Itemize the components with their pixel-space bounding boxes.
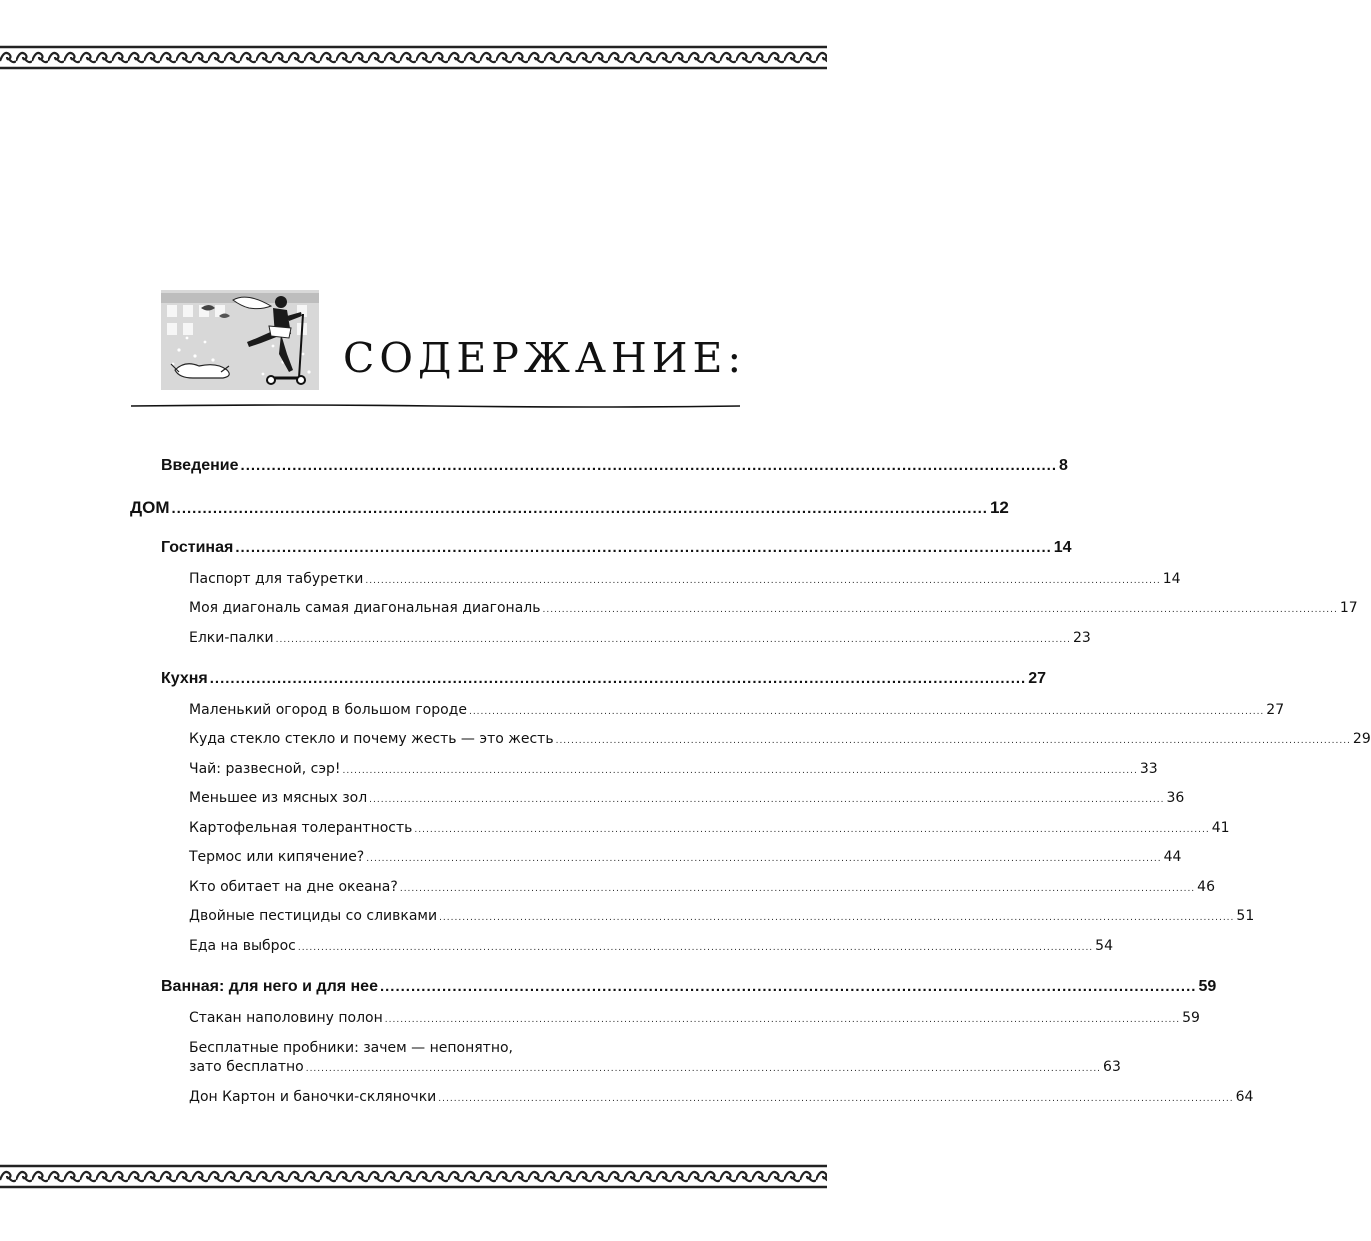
toc-entry-kitchen[interactable] — [161, 670, 1047, 688]
toc-entry[interactable] — [189, 1010, 1200, 1026]
toc-entry-page: 14 — [1162, 571, 1181, 587]
toc-entry[interactable] — [189, 908, 1255, 924]
toc-entry[interactable] — [189, 849, 1182, 865]
toc-leader-dots: .............................................................................................................................................................................................................. — [555, 736, 1351, 746]
toc-entry-page: 44 — [1163, 849, 1182, 865]
toc-entry-page: 8 — [1059, 457, 1068, 474]
toc-entry-page: 33 — [1139, 761, 1158, 777]
toc-entry[interactable] — [189, 879, 1215, 895]
toc-entry-page: 23 — [1072, 630, 1091, 646]
toc-entry-section-home[interactable] — [130, 498, 1009, 518]
toc-entry-label: Стакан наполовину полон — [189, 1010, 383, 1026]
toc-entry-page: 27 — [1028, 670, 1047, 687]
toc-entry-page: 54 — [1095, 938, 1113, 954]
toc-entry-page: 27 — [1266, 702, 1285, 718]
toc-entry-label: Еда на выброс — [189, 938, 296, 954]
toc-entry-label: Дон Картон и баночки-скляночки — [189, 1089, 437, 1105]
toc-leader-dots: .............................................................................................................................................................................................................. — [297, 943, 1094, 953]
toc-leader-dots: .............................................................................................................................................................................................................. — [438, 1094, 1234, 1104]
toc-entry-page: 14 — [1053, 539, 1072, 556]
toc-leader-dots: .............................................................................................................................................................................................................. — [399, 884, 1196, 894]
toc-entry-label: Кухня — [161, 670, 208, 687]
toc-entry-page: 41 — [1211, 820, 1230, 836]
toc-leader-dots: .............................................................................................................................................................................................................. — [305, 1064, 1102, 1074]
toc-entry[interactable] — [189, 630, 1091, 646]
toc-leader-dots: .............................................................................................................................................................. — [171, 500, 988, 517]
toc-entry-page: 46 — [1197, 879, 1215, 895]
toc-entry-label: Елки-палки — [189, 630, 274, 646]
toc-entry[interactable] — [189, 1059, 1121, 1075]
toc-entry-intro[interactable] — [161, 457, 1068, 475]
toc-entry-label: Моя диагональ самая диагональная диагональ — [189, 600, 541, 616]
toc-entry-page: 36 — [1166, 790, 1185, 806]
toc-leader-dots: .............................................................................................................................................................................................................. — [384, 1015, 1181, 1025]
toc-entry[interactable] — [189, 820, 1230, 836]
toc-leader-dots: .............................................................................................................................................................. — [209, 670, 1027, 687]
toc-entry-label: Маленький огород в большом городе — [189, 702, 467, 718]
toc-leader-dots: .............................................................................................................................................................................................................. — [468, 707, 1265, 717]
toc-entry-page: 59 — [1182, 1010, 1200, 1026]
toc-entry[interactable] — [189, 600, 1358, 616]
toc-entry-label: Кто обитает на дне океана? — [189, 879, 398, 895]
toc-entry-label: Термос или кипячение? — [189, 849, 365, 865]
toc-entry[interactable] — [189, 938, 1113, 954]
toc-entry-living-room[interactable] — [161, 539, 1072, 557]
toc-entry[interactable] — [189, 571, 1181, 587]
toc-entry-page: 51 — [1236, 908, 1255, 924]
toc-leader-dots: .............................................................................................................................................................................................................. — [414, 825, 1210, 835]
toc-leader-dots: .............................................................................................................................................................. — [235, 539, 1052, 556]
toc-entry-page: 63 — [1103, 1059, 1121, 1075]
toc-entry-page: 17 — [1339, 600, 1358, 616]
toc-entry-label: Картофельная толерантность — [189, 820, 413, 836]
toc-entry[interactable] — [189, 761, 1158, 777]
page-title: СОДЕРЖАНИЕ: — [343, 334, 747, 382]
toc-leader-dots: .............................................................................................................................................................................................................. — [365, 576, 1161, 586]
toc-entry-label: Гостиная — [161, 539, 234, 556]
toc-entry-label: Чай: развесной, сэр! — [189, 761, 341, 777]
toc-leader-dots: .............................................................................................................................................................................................................. — [275, 635, 1071, 645]
toc-leader-dots: .............................................................................................................................................................................................................. — [366, 854, 1162, 864]
toc-leader-dots: .............................................................................................................................................................. — [379, 978, 1197, 995]
toc-entry-label: Паспорт для табуретки — [189, 571, 364, 587]
toc-entry-label: зато бесплатно — [189, 1059, 304, 1075]
toc-entry-label: Меньшее из мясных зол — [189, 790, 368, 806]
toc-entry-label: ДОМ — [130, 498, 170, 517]
toc-entry-label: Ванная: для него и для нее — [161, 978, 378, 995]
toc-entry-bathroom[interactable] — [161, 978, 1217, 996]
toc-entry-label: Введение — [161, 457, 239, 474]
toc-entry[interactable] — [189, 1089, 1254, 1105]
toc-leader-dots: .............................................................................................................................................................................................................. — [542, 605, 1338, 615]
toc-leader-dots: .............................................................................................................................................................................................................. — [439, 913, 1235, 923]
toc-entry-page: 59 — [1198, 978, 1217, 995]
toc-entry[interactable] — [189, 731, 1371, 747]
toc-entry-label-line1: Бесплатные пробники: зачем — непонятно, — [189, 1040, 513, 1056]
toc-leader-dots: .............................................................................................................................................................. — [240, 457, 1057, 474]
toc-entry[interactable] — [189, 790, 1185, 806]
toc-entry-page: 12 — [989, 498, 1009, 517]
toc-entry-label: Двойные пестициды со сливками — [189, 908, 438, 924]
toc-entry[interactable] — [189, 702, 1285, 718]
toc-leader-dots: .............................................................................................................................................................................................................. — [369, 795, 1165, 805]
toc-leader-dots: .............................................................................................................................................................................................................. — [342, 766, 1138, 776]
toc-entry-page: 64 — [1235, 1089, 1254, 1105]
toc-entry-label: Куда стекло стекло и почему жесть — это жесть — [189, 731, 554, 747]
toc-entry-page: 29 — [1352, 731, 1371, 747]
bottom-decorative-border — [0, 1163, 827, 1189]
